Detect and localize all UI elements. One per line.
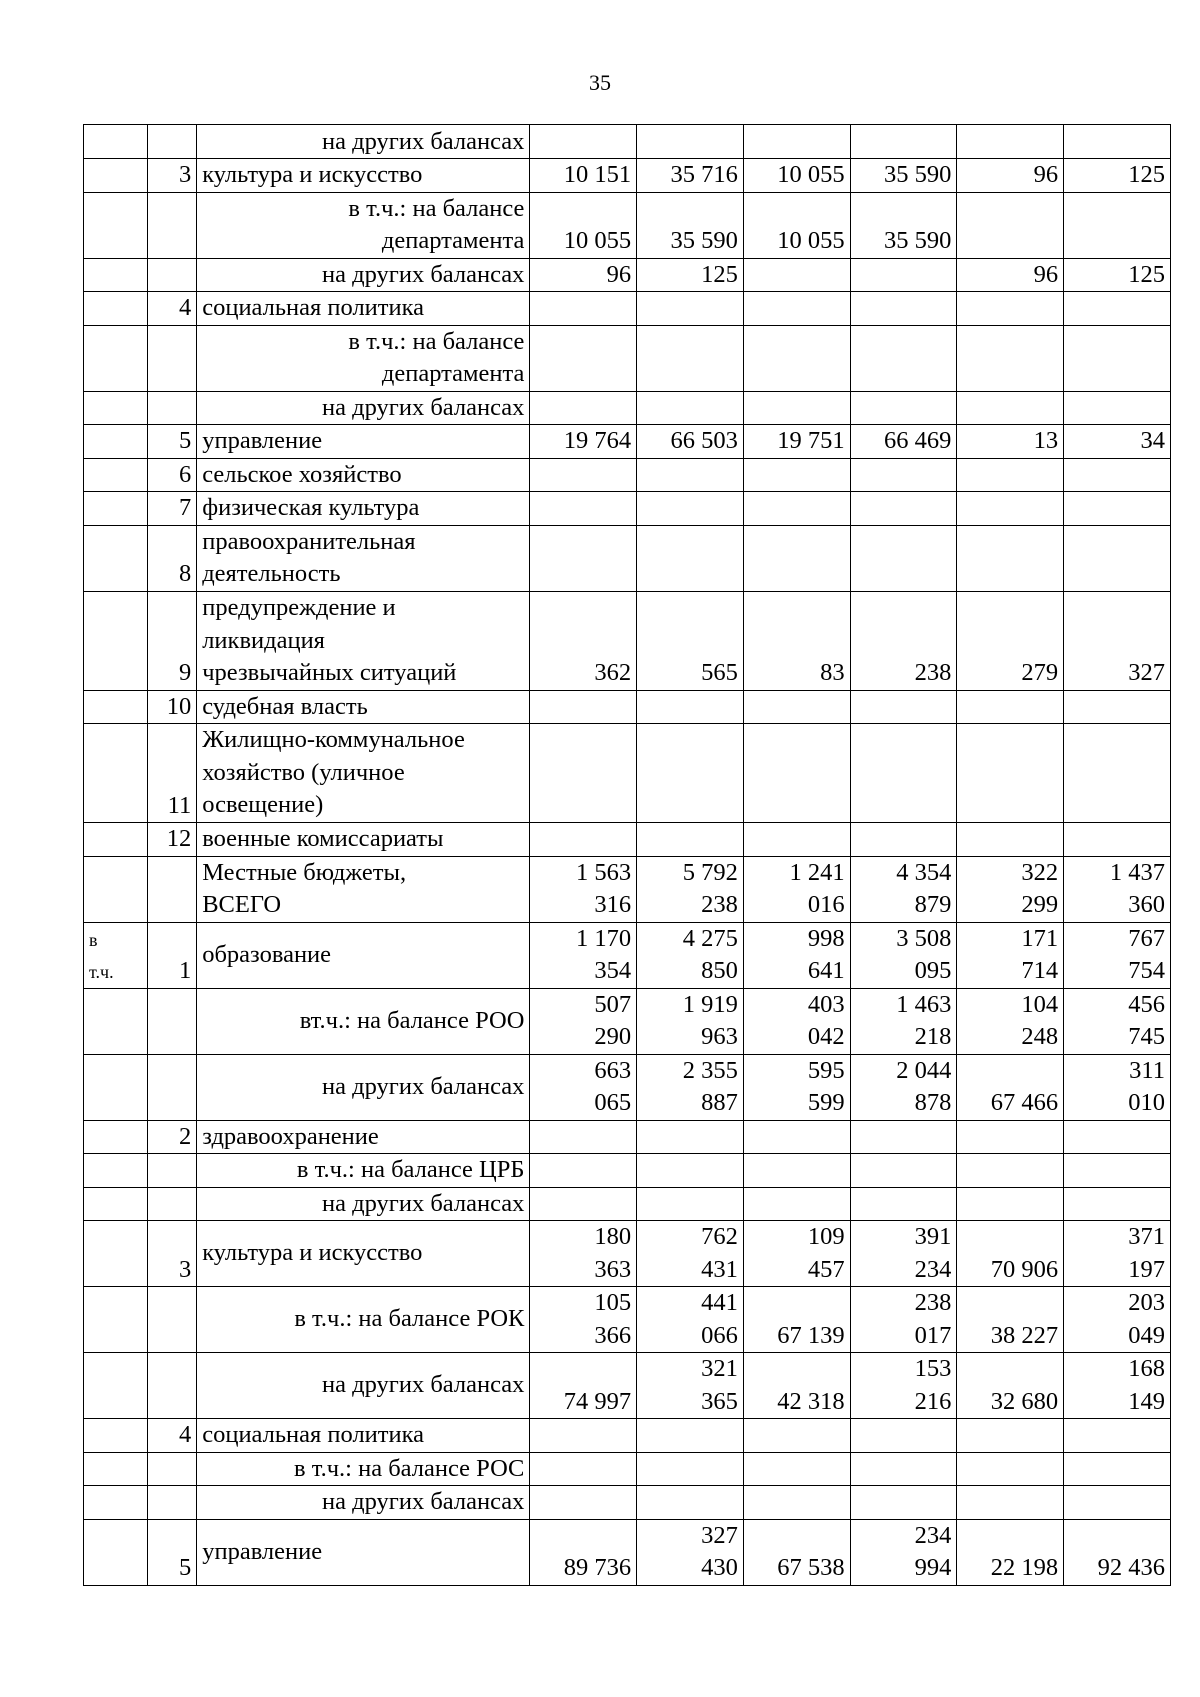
scope-cell bbox=[84, 125, 148, 159]
row-label: на других балансах bbox=[197, 391, 530, 425]
value-cell bbox=[530, 1419, 637, 1453]
value-cell bbox=[1064, 1486, 1171, 1520]
row-label: на других балансах bbox=[197, 125, 530, 159]
value-cell bbox=[1064, 325, 1171, 391]
value-cell: 507 290 bbox=[530, 988, 637, 1054]
row-number: 2 bbox=[147, 1120, 197, 1154]
value-cell bbox=[530, 492, 637, 526]
scope-cell bbox=[84, 458, 148, 492]
value-cell: 13 bbox=[957, 425, 1064, 459]
scope-cell bbox=[84, 856, 148, 922]
value-cell: 92 436 bbox=[1064, 1519, 1171, 1585]
value-cell bbox=[957, 1187, 1064, 1221]
value-cell: 125 bbox=[637, 258, 744, 292]
value-cell bbox=[1064, 1120, 1171, 1154]
value-cell: 321 365 bbox=[637, 1353, 744, 1419]
scope-cell: в т.ч. bbox=[84, 922, 148, 988]
value-cell bbox=[850, 125, 957, 159]
value-cell bbox=[637, 125, 744, 159]
value-cell: 238 bbox=[850, 591, 957, 690]
scope-cell bbox=[84, 1187, 148, 1221]
value-cell bbox=[530, 1486, 637, 1520]
row-number bbox=[147, 325, 197, 391]
table-row bbox=[84, 458, 1171, 492]
value-cell bbox=[850, 690, 957, 724]
value-cell: 34 bbox=[1064, 425, 1171, 459]
value-cell bbox=[850, 724, 957, 823]
value-cell: 35 716 bbox=[637, 159, 744, 193]
value-cell bbox=[957, 125, 1064, 159]
scope-cell bbox=[84, 1486, 148, 1520]
row-label: управление bbox=[197, 1519, 530, 1585]
value-cell bbox=[530, 724, 637, 823]
value-cell bbox=[1064, 690, 1171, 724]
table-row bbox=[84, 1287, 1171, 1353]
row-number: 10 bbox=[147, 690, 197, 724]
value-cell bbox=[743, 258, 850, 292]
value-cell: 762 431 bbox=[637, 1221, 744, 1287]
value-cell bbox=[530, 1120, 637, 1154]
row-number: 4 bbox=[147, 292, 197, 326]
value-cell: 403 042 bbox=[743, 988, 850, 1054]
value-cell: 1 170 354 bbox=[530, 922, 637, 988]
row-number: 3 bbox=[147, 159, 197, 193]
value-cell bbox=[1064, 525, 1171, 591]
value-cell: 70 906 bbox=[957, 1221, 1064, 1287]
value-cell bbox=[530, 125, 637, 159]
value-cell bbox=[743, 1120, 850, 1154]
value-cell: 663 065 bbox=[530, 1054, 637, 1120]
table-row bbox=[84, 325, 1171, 391]
value-cell: 203 049 bbox=[1064, 1287, 1171, 1353]
value-cell bbox=[850, 1187, 957, 1221]
value-cell: 10 055 bbox=[530, 192, 637, 258]
value-cell: 96 bbox=[530, 258, 637, 292]
scope-cell bbox=[84, 159, 148, 193]
row-number bbox=[147, 1452, 197, 1486]
row-label: управление bbox=[197, 425, 530, 459]
value-cell: 362 bbox=[530, 591, 637, 690]
value-cell bbox=[957, 192, 1064, 258]
value-cell bbox=[637, 1452, 744, 1486]
value-cell bbox=[1064, 458, 1171, 492]
table-row bbox=[84, 425, 1171, 459]
value-cell bbox=[957, 492, 1064, 526]
scope-cell bbox=[84, 1452, 148, 1486]
row-number: 7 bbox=[147, 492, 197, 526]
value-cell bbox=[530, 823, 637, 857]
table-row bbox=[84, 292, 1171, 326]
value-cell bbox=[1064, 1187, 1171, 1221]
value-cell bbox=[850, 458, 957, 492]
value-cell bbox=[850, 258, 957, 292]
value-cell bbox=[1064, 391, 1171, 425]
value-cell bbox=[1064, 192, 1171, 258]
value-cell: 238 017 bbox=[850, 1287, 957, 1353]
value-cell: 1 563 316 bbox=[530, 856, 637, 922]
row-number: 6 bbox=[147, 458, 197, 492]
table-row bbox=[84, 1486, 1171, 1520]
value-cell bbox=[637, 1486, 744, 1520]
scope-cell bbox=[84, 1120, 148, 1154]
value-cell: 171 714 bbox=[957, 922, 1064, 988]
value-cell bbox=[1064, 724, 1171, 823]
row-number: 1 bbox=[147, 922, 197, 988]
value-cell bbox=[743, 1452, 850, 1486]
row-label: вт.ч.: на балансе РОО bbox=[197, 988, 530, 1054]
row-label: в т.ч.: на балансе ЦРБ bbox=[197, 1154, 530, 1188]
value-cell bbox=[1064, 292, 1171, 326]
value-cell: 96 bbox=[957, 159, 1064, 193]
value-cell: 371 197 bbox=[1064, 1221, 1171, 1287]
value-cell: 3 508 095 bbox=[850, 922, 957, 988]
value-cell bbox=[850, 525, 957, 591]
value-cell: 1 241 016 bbox=[743, 856, 850, 922]
value-cell bbox=[743, 724, 850, 823]
table-row bbox=[84, 258, 1171, 292]
value-cell: 125 bbox=[1064, 258, 1171, 292]
value-cell bbox=[1064, 125, 1171, 159]
row-label: на других балансах bbox=[197, 1353, 530, 1419]
scope-cell bbox=[84, 391, 148, 425]
value-cell: 104 248 bbox=[957, 988, 1064, 1054]
value-cell: 322 299 bbox=[957, 856, 1064, 922]
table-row bbox=[84, 525, 1171, 591]
value-cell: 4 275 850 bbox=[637, 922, 744, 988]
row-label: сельское хозяйство bbox=[197, 458, 530, 492]
value-cell: 767 754 bbox=[1064, 922, 1171, 988]
scope-cell bbox=[84, 258, 148, 292]
value-cell: 10 055 bbox=[743, 192, 850, 258]
value-cell bbox=[530, 325, 637, 391]
value-cell: 327 430 bbox=[637, 1519, 744, 1585]
value-cell bbox=[530, 1452, 637, 1486]
value-cell: 66 469 bbox=[850, 425, 957, 459]
value-cell bbox=[637, 690, 744, 724]
value-cell: 1 919 963 bbox=[637, 988, 744, 1054]
row-label: Местные бюджеты, ВСЕГО bbox=[197, 856, 530, 922]
row-number: 9 bbox=[147, 591, 197, 690]
value-cell bbox=[957, 325, 1064, 391]
value-cell bbox=[743, 525, 850, 591]
table-row bbox=[84, 1054, 1171, 1120]
value-cell: 2 044 878 bbox=[850, 1054, 957, 1120]
value-cell bbox=[637, 325, 744, 391]
value-cell bbox=[850, 492, 957, 526]
row-label: в т.ч.: на балансе РОК bbox=[197, 1287, 530, 1353]
row-number: 5 bbox=[147, 425, 197, 459]
value-cell bbox=[743, 492, 850, 526]
row-number: 3 bbox=[147, 1221, 197, 1287]
row-label: здравоохранение bbox=[197, 1120, 530, 1154]
scope-cell bbox=[84, 1221, 148, 1287]
value-cell bbox=[637, 1187, 744, 1221]
value-cell bbox=[637, 391, 744, 425]
table-row bbox=[84, 823, 1171, 857]
row-number bbox=[147, 192, 197, 258]
value-cell bbox=[957, 1419, 1064, 1453]
row-label: Жилищно-коммунальное хозяйство (уличное освещение) bbox=[197, 724, 530, 823]
row-number bbox=[147, 1353, 197, 1419]
scope-cell bbox=[84, 292, 148, 326]
budget-table bbox=[83, 124, 1171, 1586]
table-row bbox=[84, 1353, 1171, 1419]
row-label: социальная политика bbox=[197, 292, 530, 326]
scope-cell bbox=[84, 525, 148, 591]
scope-cell bbox=[84, 325, 148, 391]
row-number: 12 bbox=[147, 823, 197, 857]
row-label: на других балансах bbox=[197, 258, 530, 292]
value-cell: 180 363 bbox=[530, 1221, 637, 1287]
table-row bbox=[84, 988, 1171, 1054]
row-number bbox=[147, 258, 197, 292]
value-cell bbox=[1064, 492, 1171, 526]
row-label: на других балансах bbox=[197, 1486, 530, 1520]
value-cell: 456 745 bbox=[1064, 988, 1171, 1054]
row-label: на других балансах bbox=[197, 1187, 530, 1221]
value-cell: 96 bbox=[957, 258, 1064, 292]
table-row bbox=[84, 1120, 1171, 1154]
scope-cell bbox=[84, 988, 148, 1054]
row-label: в т.ч.: на балансе РОС bbox=[197, 1452, 530, 1486]
value-cell: 19 751 bbox=[743, 425, 850, 459]
row-label: в т.ч.: на балансе департамента bbox=[197, 325, 530, 391]
value-cell bbox=[850, 1419, 957, 1453]
row-label: образование bbox=[197, 922, 530, 988]
value-cell: 327 bbox=[1064, 591, 1171, 690]
table-row bbox=[84, 159, 1171, 193]
value-cell bbox=[637, 1154, 744, 1188]
scope-cell bbox=[84, 1519, 148, 1585]
value-cell bbox=[637, 458, 744, 492]
row-label: правоохранительная деятельность bbox=[197, 525, 530, 591]
value-cell bbox=[743, 1154, 850, 1188]
value-cell: 595 599 bbox=[743, 1054, 850, 1120]
value-cell bbox=[850, 823, 957, 857]
row-number bbox=[147, 1287, 197, 1353]
value-cell: 5 792 238 bbox=[637, 856, 744, 922]
value-cell bbox=[530, 391, 637, 425]
page-number: 35 bbox=[589, 70, 611, 95]
value-cell: 125 bbox=[1064, 159, 1171, 193]
value-cell bbox=[957, 724, 1064, 823]
value-cell bbox=[637, 492, 744, 526]
row-label: культура и искусство bbox=[197, 159, 530, 193]
value-cell bbox=[957, 458, 1064, 492]
value-cell bbox=[850, 292, 957, 326]
row-label: судебная власть bbox=[197, 690, 530, 724]
value-cell bbox=[1064, 1452, 1171, 1486]
value-cell: 1 437 360 bbox=[1064, 856, 1171, 922]
row-number: 5 bbox=[147, 1519, 197, 1585]
value-cell: 565 bbox=[637, 591, 744, 690]
table-row bbox=[84, 192, 1171, 258]
value-cell: 38 227 bbox=[957, 1287, 1064, 1353]
value-cell: 83 bbox=[743, 591, 850, 690]
value-cell: 1 463 218 bbox=[850, 988, 957, 1054]
value-cell: 32 680 bbox=[957, 1353, 1064, 1419]
value-cell: 109 457 bbox=[743, 1221, 850, 1287]
table-body bbox=[84, 125, 1171, 1586]
scope-cell bbox=[84, 492, 148, 526]
value-cell: 35 590 bbox=[637, 192, 744, 258]
value-cell: 105 366 bbox=[530, 1287, 637, 1353]
value-cell bbox=[850, 325, 957, 391]
value-cell bbox=[1064, 1154, 1171, 1188]
scope-cell bbox=[84, 724, 148, 823]
value-cell: 22 198 bbox=[957, 1519, 1064, 1585]
table-row bbox=[84, 690, 1171, 724]
scope-cell bbox=[84, 823, 148, 857]
table-row bbox=[84, 1154, 1171, 1188]
table-row bbox=[84, 724, 1171, 823]
scope-cell bbox=[84, 591, 148, 690]
row-number bbox=[147, 1154, 197, 1188]
value-cell bbox=[743, 690, 850, 724]
value-cell: 279 bbox=[957, 591, 1064, 690]
row-label: предупреждение и ликвидация чрезвычайных ситуаций bbox=[197, 591, 530, 690]
value-cell bbox=[743, 325, 850, 391]
value-cell: 66 503 bbox=[637, 425, 744, 459]
scope-cell bbox=[84, 1287, 148, 1353]
value-cell bbox=[850, 1120, 957, 1154]
scope-cell bbox=[84, 1054, 148, 1120]
table-row bbox=[84, 492, 1171, 526]
row-number: 8 bbox=[147, 525, 197, 591]
value-cell bbox=[743, 1486, 850, 1520]
table-row bbox=[84, 125, 1171, 159]
row-number bbox=[147, 1054, 197, 1120]
scope-cell bbox=[84, 425, 148, 459]
value-cell: 10 151 bbox=[530, 159, 637, 193]
scope-cell bbox=[84, 192, 148, 258]
row-number: 4 bbox=[147, 1419, 197, 1453]
value-cell bbox=[957, 1452, 1064, 1486]
value-cell bbox=[743, 1187, 850, 1221]
scope-cell bbox=[84, 1154, 148, 1188]
value-cell bbox=[743, 1419, 850, 1453]
value-cell: 67 538 bbox=[743, 1519, 850, 1585]
table-row bbox=[84, 1221, 1171, 1287]
value-cell: 153 216 bbox=[850, 1353, 957, 1419]
value-cell bbox=[637, 724, 744, 823]
value-cell bbox=[637, 1120, 744, 1154]
value-cell bbox=[530, 292, 637, 326]
value-cell bbox=[530, 525, 637, 591]
row-number: 11 bbox=[147, 724, 197, 823]
row-number bbox=[147, 856, 197, 922]
value-cell: 311 010 bbox=[1064, 1054, 1171, 1120]
value-cell bbox=[1064, 823, 1171, 857]
value-cell: 391 234 bbox=[850, 1221, 957, 1287]
value-cell bbox=[743, 391, 850, 425]
row-number bbox=[147, 1187, 197, 1221]
value-cell: 74 997 bbox=[530, 1353, 637, 1419]
row-label: физическая культура bbox=[197, 492, 530, 526]
value-cell: 998 641 bbox=[743, 922, 850, 988]
value-cell: 42 318 bbox=[743, 1353, 850, 1419]
table-row bbox=[84, 1419, 1171, 1453]
value-cell bbox=[530, 1154, 637, 1188]
value-cell bbox=[1064, 1419, 1171, 1453]
value-cell bbox=[850, 1154, 957, 1188]
value-cell bbox=[957, 391, 1064, 425]
value-cell: 168 149 bbox=[1064, 1353, 1171, 1419]
scope-cell bbox=[84, 1419, 148, 1453]
value-cell bbox=[957, 292, 1064, 326]
scope-cell bbox=[84, 690, 148, 724]
value-cell bbox=[850, 1452, 957, 1486]
row-label: социальная политика bbox=[197, 1419, 530, 1453]
value-cell: 10 055 bbox=[743, 159, 850, 193]
value-cell bbox=[957, 1154, 1064, 1188]
table-row bbox=[84, 1452, 1171, 1486]
value-cell bbox=[530, 1187, 637, 1221]
value-cell bbox=[637, 292, 744, 326]
value-cell bbox=[957, 525, 1064, 591]
value-cell bbox=[637, 823, 744, 857]
value-cell: 441 066 bbox=[637, 1287, 744, 1353]
value-cell: 67 466 bbox=[957, 1054, 1064, 1120]
value-cell bbox=[743, 823, 850, 857]
row-number bbox=[147, 988, 197, 1054]
row-number bbox=[147, 391, 197, 425]
row-number bbox=[147, 125, 197, 159]
value-cell: 19 764 bbox=[530, 425, 637, 459]
row-label: в т.ч.: на балансе департамента bbox=[197, 192, 530, 258]
value-cell: 67 139 bbox=[743, 1287, 850, 1353]
value-cell bbox=[957, 690, 1064, 724]
table-row bbox=[84, 1187, 1171, 1221]
row-label: культура и искусство bbox=[197, 1221, 530, 1287]
row-number bbox=[147, 1486, 197, 1520]
value-cell bbox=[957, 1486, 1064, 1520]
value-cell bbox=[957, 823, 1064, 857]
table-row bbox=[84, 391, 1171, 425]
value-cell bbox=[637, 525, 744, 591]
value-cell: 35 590 bbox=[850, 159, 957, 193]
value-cell: 35 590 bbox=[850, 192, 957, 258]
scope-cell bbox=[84, 1353, 148, 1419]
value-cell bbox=[637, 1419, 744, 1453]
value-cell bbox=[957, 1120, 1064, 1154]
value-cell bbox=[743, 125, 850, 159]
value-cell bbox=[743, 458, 850, 492]
value-cell bbox=[530, 458, 637, 492]
value-cell bbox=[850, 1486, 957, 1520]
value-cell bbox=[530, 690, 637, 724]
value-cell: 89 736 bbox=[530, 1519, 637, 1585]
row-label: военные комиссариаты bbox=[197, 823, 530, 857]
value-cell: 4 354 879 bbox=[850, 856, 957, 922]
table-row bbox=[84, 922, 1171, 988]
table-row bbox=[84, 591, 1171, 690]
value-cell bbox=[743, 292, 850, 326]
table-row bbox=[84, 856, 1171, 922]
value-cell: 234 994 bbox=[850, 1519, 957, 1585]
table-row bbox=[84, 1519, 1171, 1585]
value-cell bbox=[850, 391, 957, 425]
value-cell: 2 355 887 bbox=[637, 1054, 744, 1120]
row-label: на других балансах bbox=[197, 1054, 530, 1120]
